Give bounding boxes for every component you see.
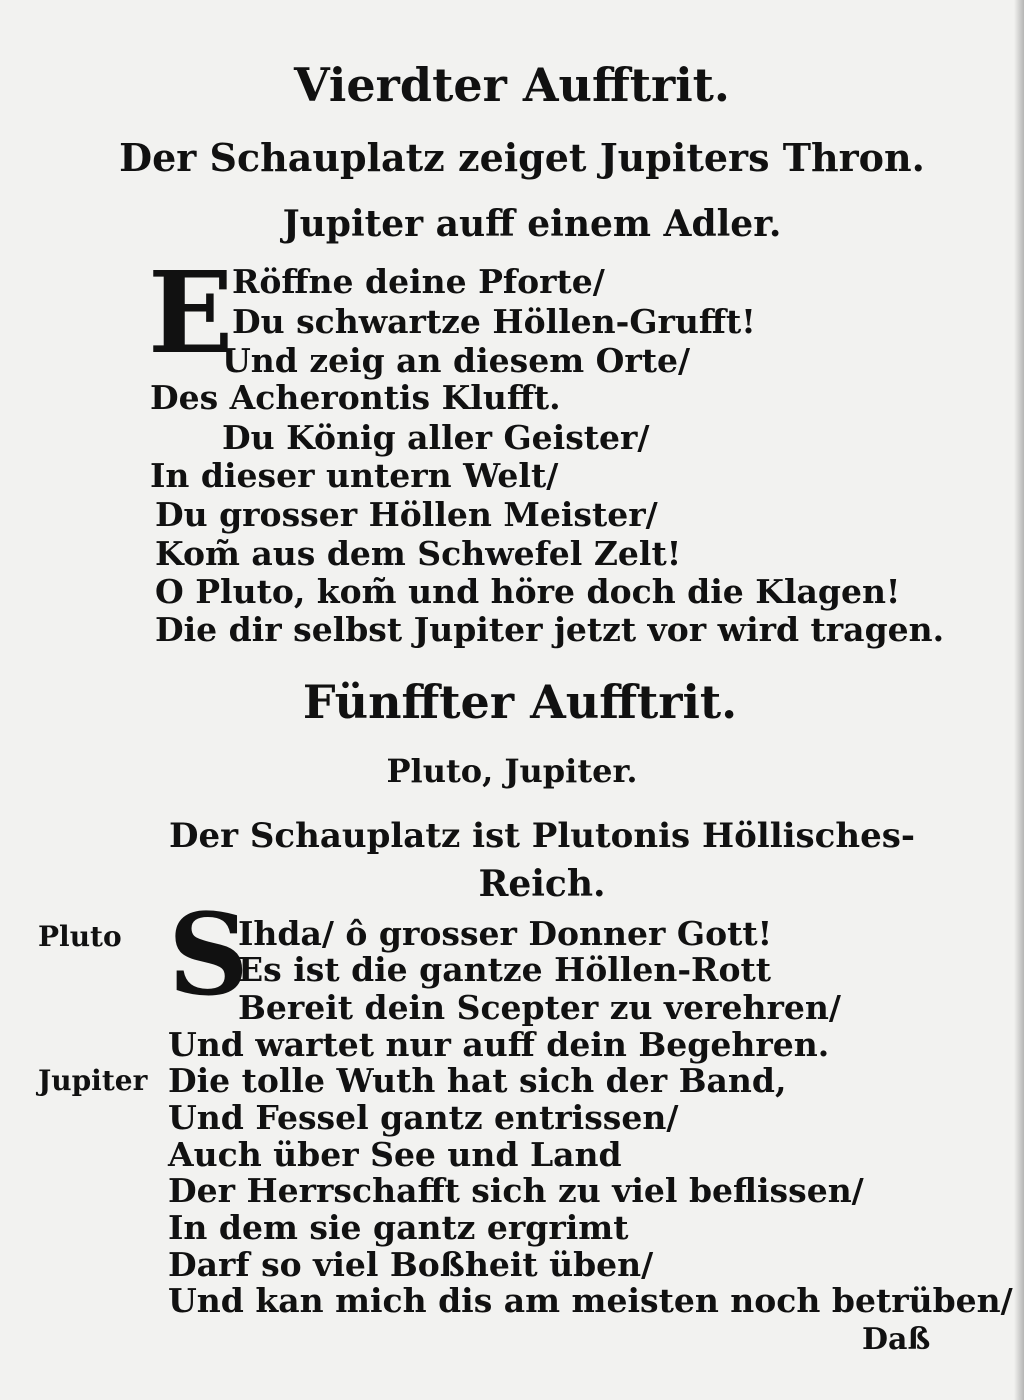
scene4-character: Jupiter auff einem Adler.: [282, 203, 782, 245]
verse-line: Es ist die gantze Höllen-Rott: [238, 950, 771, 989]
verse-line: Die dir selbst Jupiter jetzt vor wird tragen.: [155, 610, 945, 649]
verse-line: In dieser untern Welt/: [150, 456, 559, 495]
verse-line: O Pluto, kom̃ und höre doch die Klagen!: [155, 572, 901, 611]
scene5-characters: Pluto, Jupiter.: [386, 752, 638, 790]
verse-line: Und Fessel gantz entrissen/: [168, 1098, 679, 1137]
verse-line: Darf so viel Boßheit üben/: [168, 1245, 654, 1284]
verse-line: In dem sie gantz ergrimt: [168, 1208, 629, 1247]
verse-line: Und kan mich dis am meisten noch betrüben/: [168, 1281, 1013, 1320]
verse-line: Ihda/ ô grosser Donner Gott!: [238, 914, 773, 953]
verse-line: Du König aller Geister/: [222, 418, 650, 457]
speaker-pluto: Pluto: [38, 920, 122, 953]
scene5-title: Fünffter Aufftrit.: [302, 675, 738, 729]
verse-line: Bereit dein Scepter zu verehren/: [238, 988, 841, 1027]
verse-line: Du schwartze Höllen-Grufft!: [232, 302, 756, 341]
drop-cap-s: S: [168, 890, 249, 1021]
speaker-jupiter: Jupiter: [38, 1064, 148, 1097]
drop-cap-e: E: [148, 248, 234, 379]
catchword: Daß: [862, 1322, 931, 1357]
verse-line: Und zeig an diesem Orte/: [222, 341, 691, 380]
verse-line: Auch über See und Land: [168, 1135, 622, 1174]
scene5-setting-line1: Der Schauplatz ist Plutonis Höllisches-: [169, 816, 915, 856]
verse-line: Du grosser Höllen Meister/: [155, 495, 658, 534]
verse-line: Der Herrschafft sich zu viel beflissen/: [168, 1171, 864, 1210]
verse-line: Kom̃ aus dem Schwefel Zelt!: [155, 534, 682, 573]
verse-line: Und wartet nur auff dein Begehren.: [168, 1025, 830, 1064]
verse-line: Die tolle Wuth hat sich der Band,: [168, 1061, 787, 1100]
verse-line: Des Acherontis Klufft.: [150, 378, 561, 417]
scene5-setting-line2: Reich.: [478, 863, 606, 905]
scene4-title: Vierdter Aufftrit.: [294, 58, 730, 112]
verse-line: Röffne deine Pforte/: [232, 262, 605, 301]
scene4-setting: Der Schauplatz zeiget Jupiters Thron.: [119, 135, 925, 180]
